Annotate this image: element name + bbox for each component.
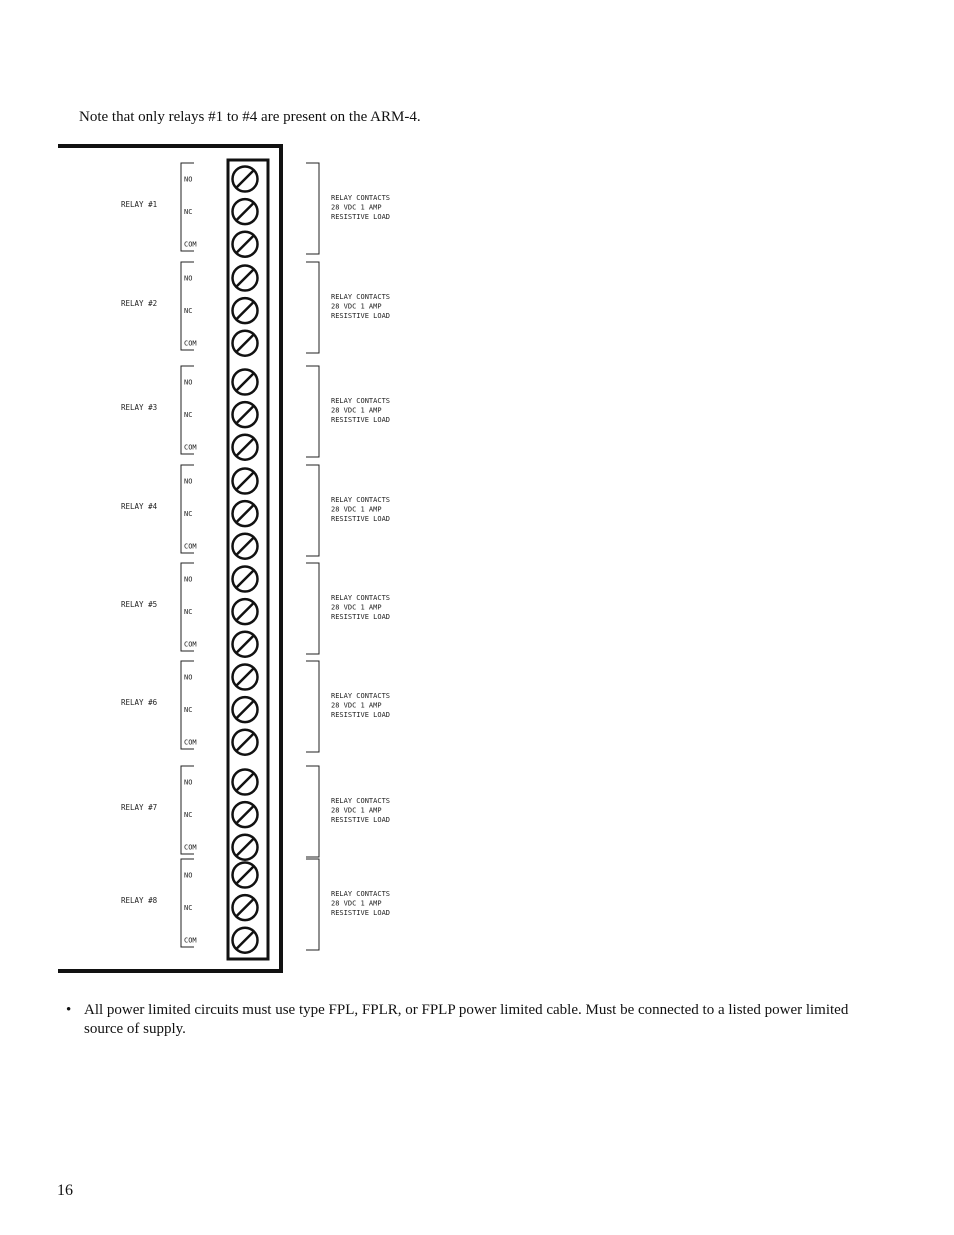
contact-rating-line: RESISTIVE LOAD <box>331 515 391 523</box>
contact-rating-line: RESISTIVE LOAD <box>331 312 391 320</box>
screw-terminal-icon <box>233 895 258 920</box>
contacts-bracket <box>306 661 319 752</box>
contacts-bracket <box>306 563 319 654</box>
screw-terminal-icon <box>233 802 258 827</box>
screw-terminal-icon <box>233 232 258 257</box>
relay-group-8 <box>121 859 390 953</box>
screw-terminal-icon <box>233 770 258 795</box>
screw-terminal-icon <box>233 266 258 291</box>
screw-terminal-icon <box>233 599 258 624</box>
terminal-label-nc: NC <box>184 904 193 913</box>
screw-terminal-icon <box>233 331 258 356</box>
contacts-bracket <box>306 859 319 950</box>
terminal-label-nc: NC <box>184 811 193 820</box>
contacts-bracket <box>306 766 319 857</box>
screw-terminal-icon <box>233 298 258 323</box>
relay-label: RELAY #5 <box>121 600 158 609</box>
terminal-label-nc: NC <box>184 706 193 715</box>
terminal-label-nc: NC <box>184 208 193 217</box>
relay-group-5 <box>121 563 390 657</box>
screw-terminal-icon <box>233 167 258 192</box>
terminal-label-no: NO <box>184 477 193 486</box>
screw-terminal-icon <box>233 863 258 888</box>
relay-label: RELAY #3 <box>121 403 158 412</box>
screw-terminal-icon <box>233 665 258 690</box>
terminal-label-com: COM <box>184 339 197 348</box>
relay-group-3 <box>121 366 390 460</box>
bullet-item <box>66 1001 876 1039</box>
relay-label: RELAY #4 <box>121 502 158 511</box>
terminal-label-no: NO <box>184 871 193 880</box>
contact-rating-line: RELAY CONTACTS <box>331 797 391 805</box>
screw-terminal-icon <box>233 534 258 559</box>
contact-rating-line: 28 VDC 1 AMP <box>331 302 382 311</box>
contact-rating-line: RELAY CONTACTS <box>331 496 391 504</box>
bullet-text: All power limited circuits must use type FPL, FPLR, or FPLP power limited cable. Must be connected to a listed power limited source of supply. <box>84 1002 849 1037</box>
contact-rating-line: RELAY CONTACTS <box>331 890 391 898</box>
terminal-label-com: COM <box>184 738 197 747</box>
contact-rating-line: RELAY CONTACTS <box>331 293 391 301</box>
terminal-label-com: COM <box>184 240 197 249</box>
terminal-label-nc: NC <box>184 608 193 617</box>
screw-terminal-icon <box>233 835 258 860</box>
contacts-bracket <box>306 163 319 254</box>
contact-rating-line: 28 VDC 1 AMP <box>331 701 382 710</box>
contact-rating-line: RELAY CONTACTS <box>331 594 391 602</box>
terminal-label-nc: NC <box>184 411 193 420</box>
screw-terminal-icon <box>233 469 258 494</box>
contact-rating-line: RELAY CONTACTS <box>331 692 391 700</box>
contact-rating-line: 28 VDC 1 AMP <box>331 406 382 415</box>
relay-label: RELAY #8 <box>121 896 158 905</box>
screw-terminal-icon <box>233 632 258 657</box>
contact-rating-line: RELAY CONTACTS <box>331 397 391 405</box>
contact-rating-line: 28 VDC 1 AMP <box>331 899 382 908</box>
bullet-dot: • <box>66 1002 72 1018</box>
terminal-label-com: COM <box>184 843 197 852</box>
contact-rating-line: 28 VDC 1 AMP <box>331 806 382 815</box>
contacts-bracket <box>306 465 319 556</box>
contact-rating-line: RESISTIVE LOAD <box>331 711 391 719</box>
contact-rating-line: 28 VDC 1 AMP <box>331 603 382 612</box>
contact-rating-line: 28 VDC 1 AMP <box>331 203 382 212</box>
screw-terminal-icon <box>233 928 258 953</box>
screw-terminal-icon <box>233 435 258 460</box>
terminal-label-no: NO <box>184 175 193 184</box>
terminal-label-no: NO <box>184 778 193 787</box>
screw-terminal-icon <box>233 501 258 526</box>
relay-group-7 <box>121 766 390 860</box>
contact-rating-line: RESISTIVE LOAD <box>331 613 391 621</box>
relay-group-4 <box>121 465 390 559</box>
contact-rating-line: 28 VDC 1 AMP <box>331 505 382 514</box>
screw-terminal-icon <box>233 199 258 224</box>
terminal-label-no: NO <box>184 378 193 387</box>
terminal-label-no: NO <box>184 673 193 682</box>
contact-rating-line: RESISTIVE LOAD <box>331 816 391 824</box>
terminal-label-com: COM <box>184 542 197 551</box>
screw-terminal-icon <box>233 370 258 395</box>
terminal-label-com: COM <box>184 443 197 452</box>
contacts-bracket <box>306 262 319 353</box>
relay-group-1 <box>121 163 390 257</box>
screw-terminal-icon <box>233 567 258 592</box>
note-text: Note that only relays #1 to #4 are present on the ARM-4. <box>79 109 421 125</box>
relay-label: RELAY #6 <box>121 698 158 707</box>
terminal-label-no: NO <box>184 575 193 584</box>
screw-terminal-icon <box>233 697 258 722</box>
screw-terminal-icon <box>233 402 258 427</box>
relay-label: RELAY #2 <box>121 299 158 308</box>
terminal-label-nc: NC <box>184 510 193 519</box>
terminal-label-no: NO <box>184 274 193 283</box>
contact-rating-line: RESISTIVE LOAD <box>331 416 391 424</box>
screw-terminal-icon <box>233 730 258 755</box>
contacts-bracket <box>306 366 319 457</box>
terminal-label-com: COM <box>184 936 197 945</box>
relay-group-2 <box>121 262 390 356</box>
terminal-label-com: COM <box>184 640 197 649</box>
relay-group-6 <box>121 661 390 755</box>
relay-label: RELAY #7 <box>121 803 158 812</box>
contact-rating-line: RESISTIVE LOAD <box>331 213 391 221</box>
relay-label: RELAY #1 <box>121 200 158 209</box>
contact-rating-line: RESISTIVE LOAD <box>331 909 391 917</box>
terminal-label-nc: NC <box>184 307 193 316</box>
contact-rating-line: RELAY CONTACTS <box>331 194 391 202</box>
page-number: 16 <box>57 1182 73 1199</box>
